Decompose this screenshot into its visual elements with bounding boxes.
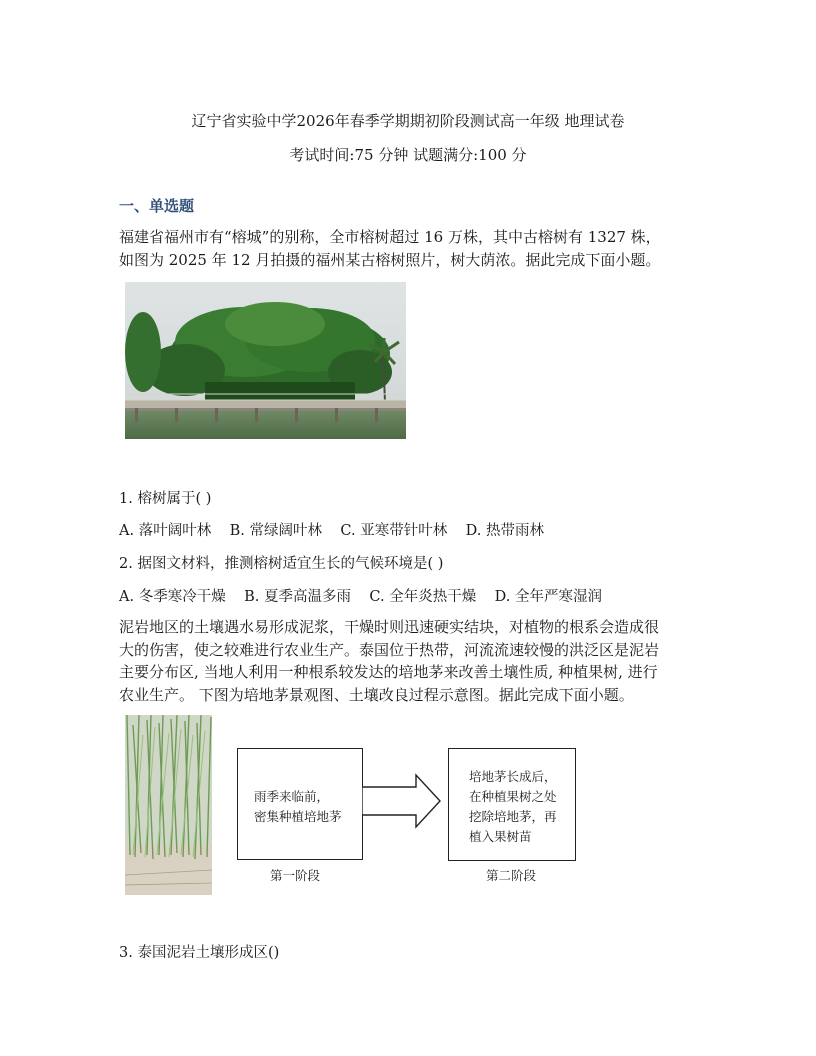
passage-1-line-2: 如图为 2025 年 12 月拍摄的福州某古榕树照片，树大荫浓。据此完成下面小题。 bbox=[119, 250, 661, 269]
stage-1-text-line-1: 雨季来临前， bbox=[254, 789, 330, 804]
passage-1-line-1: 福建省福州市有“榕城”的别称，全市榕树超过 16 万株，其中古榕树有 1327 株， bbox=[119, 228, 661, 246]
stage-1-text-line-2: 密集种植培地茅 bbox=[254, 809, 342, 824]
soil-improvement-diagram bbox=[236, 745, 576, 885]
passage-2 bbox=[119, 616, 699, 706]
passage-2-line-3: 主要分布区, 当地人利用一种根系较发达的培地茅来改善土壤性质, 种植果树, 进行 bbox=[119, 663, 658, 681]
section-heading: 一、单选题 bbox=[119, 197, 195, 215]
passage-2-line-1: 泥岩地区的土壤遇水易形成泥浆，干燥时则迅速硬实结块，对植物的根系会造成很 bbox=[119, 618, 660, 636]
exam-title: 辽宁省实验中学2026年春季学期期初阶段测试高一年级 地理试卷 bbox=[191, 112, 625, 130]
arrow-right-icon bbox=[362, 773, 442, 829]
stage-1-box bbox=[237, 748, 363, 860]
question-1-options: A. 落叶阔叶林 B. 常绿阔叶林 C. 亚寒带针叶林 D. 热带雨林 bbox=[119, 523, 544, 539]
question-2-stem: 2. 据图文材料，推测榕树适宜生长的气候环境是( ) bbox=[119, 556, 444, 572]
banyan-tree-photo bbox=[125, 282, 406, 439]
stage-2-text-line-3: 挖除培地茅，再 bbox=[469, 809, 557, 824]
stage-2-box bbox=[448, 748, 576, 861]
passage-2-line-2: 大的伤害，使之较难进行农业生产。泰国位于热带，河流流速较慢的洪泛区是泥岩 bbox=[119, 640, 660, 659]
stage-2-label: 第二阶段 bbox=[486, 868, 537, 883]
exam-subtitle: 考试时间:75 分钟 试题满分:100 分 bbox=[289, 146, 527, 164]
stage-1-label: 第一阶段 bbox=[270, 868, 321, 883]
question-2-options: A. 冬季寒冷干燥 B. 夏季高温多雨 C. 全年炎热干燥 D. 全年严寒湿润 bbox=[119, 589, 602, 605]
vetiver-grass-photo bbox=[125, 715, 212, 895]
question-1-stem: 1. 榕树属于( ) bbox=[119, 491, 212, 507]
stage-2-text-line-2: 在种植果树之处 bbox=[469, 789, 557, 804]
stage-2-text-line-4: 植入果树苗 bbox=[469, 829, 532, 844]
stage-2-text-line-1: 培地茅长成后， bbox=[469, 769, 557, 784]
passage-2-line-4: 农业生产。 下图为培地茅景观图、土壤改良过程示意图。据此完成下面小题。 bbox=[119, 685, 634, 704]
passage-1 bbox=[119, 226, 699, 271]
question-3-stem: 3. 泰国泥岩土壤形成区() bbox=[119, 945, 280, 961]
